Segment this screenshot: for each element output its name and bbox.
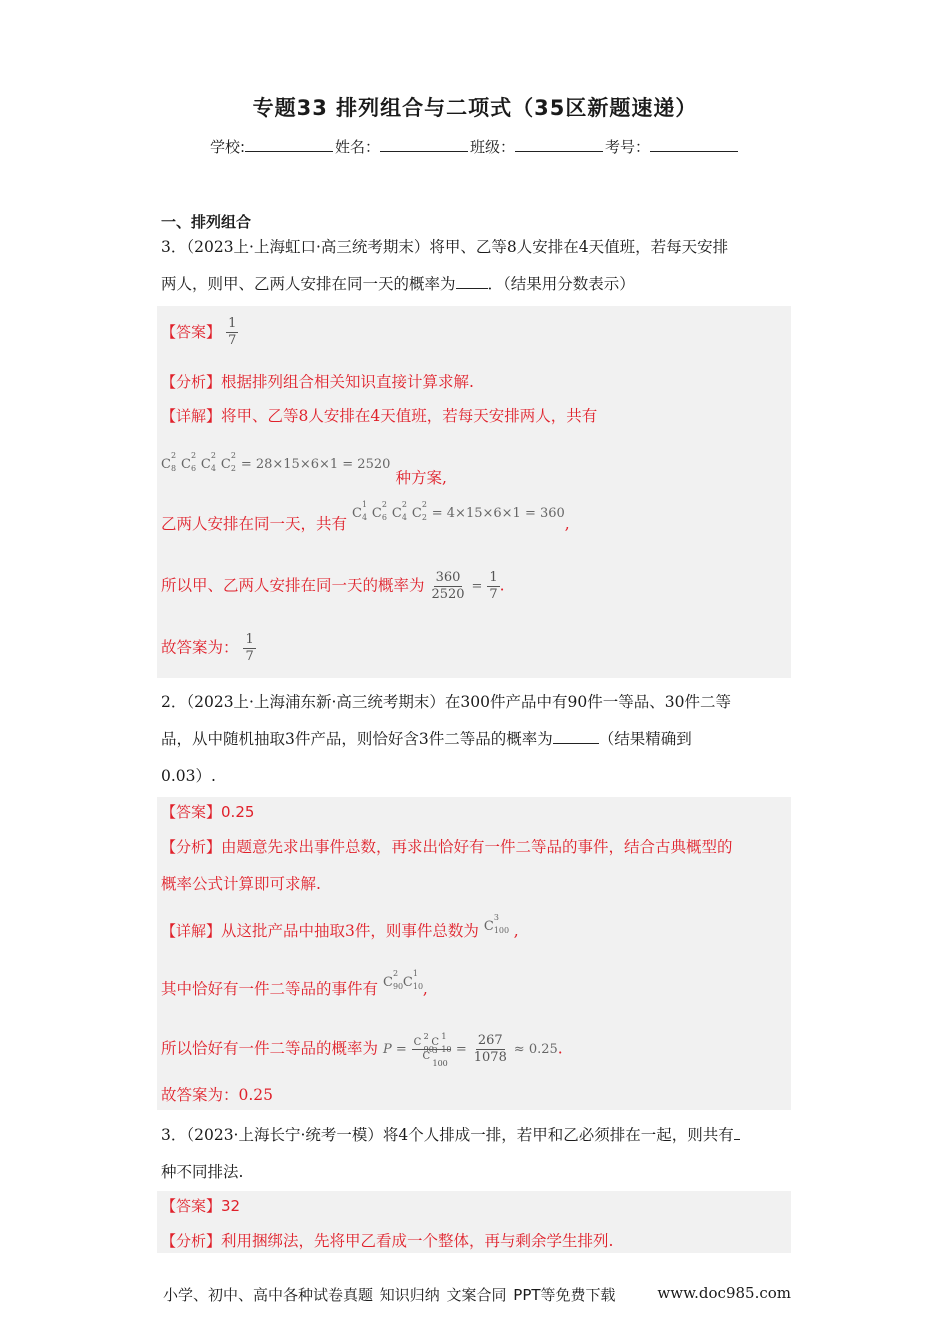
analysis-2-line2: 概率公式计算即可求解. bbox=[161, 875, 321, 893]
question-2-line1: 2．（2023上·上海浦东新·高三统考期末）在300件产品中有90件一等品、30件二等 bbox=[161, 693, 731, 711]
conclusion-2: 故答案为：0.25 bbox=[161, 1086, 274, 1104]
answer-box-3 bbox=[157, 1191, 791, 1253]
class-label: 班级： bbox=[470, 138, 516, 156]
number-label: 考号： bbox=[605, 138, 651, 156]
question-2-line2: 品，从中随机抽取3件产品，则恰好含3件二等品的概率为 （结果精确到 bbox=[161, 721, 791, 758]
answer-fraction: $\frac{1}{7}$ bbox=[228, 316, 237, 348]
detail-1: 【详解】将甲、乙等8人安排在4天值班，若每天安排两人，共有 bbox=[161, 407, 598, 425]
class-blank bbox=[515, 137, 603, 152]
analysis-2: 【分析】由题意先求出事件总数，再求出恰好有一件二等品的事件，结合古典概型的 bbox=[161, 838, 733, 856]
analysis-1: 【分析】根据排列组合相关知识直接计算求解. bbox=[161, 373, 474, 391]
school-label: 学校: bbox=[209, 138, 245, 156]
question-2 bbox=[161, 684, 791, 795]
detail-2-line3: 所以恰好有一件二等品的概率为 P = C 2 90 C 1 10 C 3 100 = $\frac{267}{1078}$ ≈ 0.25. bbox=[161, 1032, 563, 1068]
answer-blank bbox=[553, 727, 599, 744]
footer-text: 小学、初中、高中各种试卷真题 知识归纳 文案合同 PPT等免费下载 bbox=[163, 1286, 616, 1304]
answer-2: 【答案】0.25 bbox=[161, 803, 255, 821]
detail-1-line3: 乙两人安排在同一天，共有 C 1 4 C 2 6 C 2 4 C 2 2 = 4×15×6×1 = 360, bbox=[161, 499, 570, 533]
question-1-line2: 两人，则甲、乙两人安排在同一天的概率为 ．（结果用分数表示） bbox=[161, 266, 791, 303]
detail-2-line2: 其中恰好有一件二等品的事件有 C 2 90 C 1 10 , bbox=[161, 968, 428, 998]
detail-1-line4: 所以甲、乙两人安排在同一天的概率为 $\frac{360}{2520}$ = $\frac{1}{7}$ . bbox=[161, 570, 505, 602]
question-1-line1: 3．（2023上·上海虹口·高三统考期末）将甲、乙等8人安排在4天值班，若每天安排 bbox=[161, 238, 729, 256]
name-label: 姓名： bbox=[335, 138, 381, 156]
question-1 bbox=[161, 229, 791, 303]
footer bbox=[163, 1284, 803, 1305]
analysis-3: 【分析】利用捆绑法，先将甲乙看成一个整体，再与剩余学生排列. bbox=[161, 1232, 614, 1250]
school-blank bbox=[245, 137, 333, 152]
answer-box-1 bbox=[157, 306, 791, 678]
conclusion-1: 故答案为： $\frac{1}{7}$ bbox=[161, 632, 254, 664]
detail-2: 【详解】从这批产品中抽取3件，则事件总数为 C 3 100 , bbox=[161, 912, 519, 940]
name-blank bbox=[380, 137, 468, 152]
answer-box-2 bbox=[157, 797, 791, 1110]
answer-blank bbox=[456, 272, 488, 289]
formula-1: C 2 8 C 2 6 C 2 4 C 2 2 = 28×15×6×1 = 2520 种方案, bbox=[161, 451, 447, 487]
answer-1: 【答案】 $\frac{1}{7}$ bbox=[161, 316, 237, 348]
page-title: 专题33 排列组合与二项式（35区新题速递） bbox=[252, 96, 698, 120]
student-info-line bbox=[0, 136, 950, 157]
question-3-line1: 3．（2023·上海长宁·统考一模）将4个人排成一排，若甲和乙必须排在一起，则共有 bbox=[161, 1117, 791, 1154]
number-blank bbox=[650, 137, 738, 152]
footer-url[interactable]: www.doc985.com bbox=[657, 1284, 791, 1302]
question-3-line2: 种不同排法. bbox=[161, 1163, 244, 1181]
question-2-line3: 0.03）. bbox=[161, 767, 216, 785]
question-3 bbox=[161, 1117, 791, 1191]
answer-blank bbox=[734, 1123, 740, 1140]
answer-3: 【答案】32 bbox=[161, 1197, 241, 1215]
section-heading: 一、排列组合 bbox=[161, 213, 252, 231]
